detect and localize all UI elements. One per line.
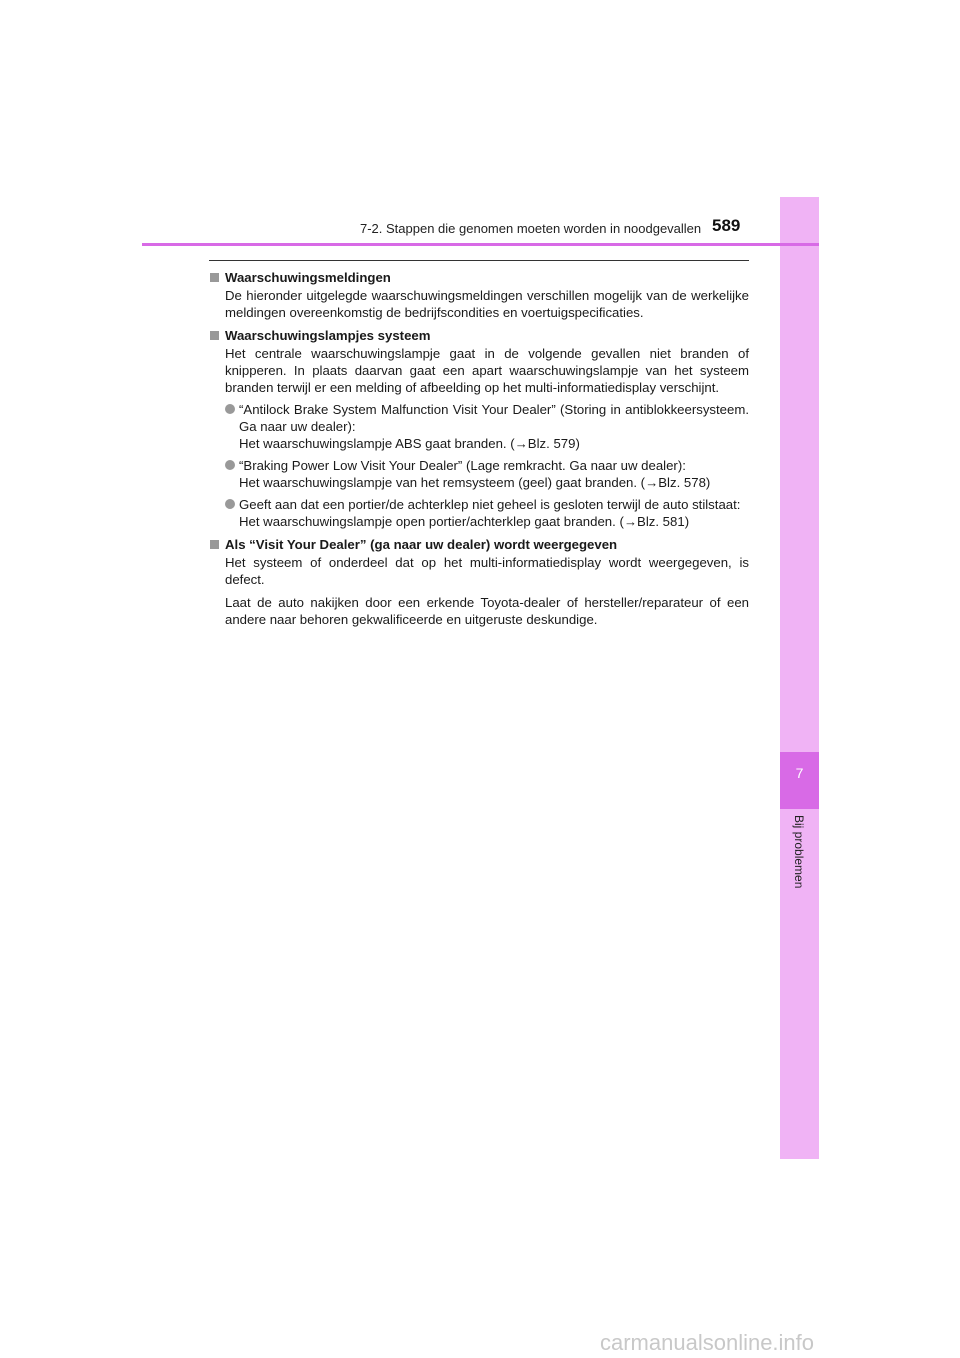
- list-item-brake-message: “Braking Power Low Visit Your Dealer” (Lage remkracht. Ga naar uw dealer):: [239, 458, 686, 473]
- paragraph-visit-dealer-inspect: Laat de auto nakijken door een erkende Toyota-dealer of hersteller/reparateur of een andere naar behoren gekwalificeerde en uitgeruste deskundige.: [225, 595, 749, 627]
- watermark: carmanualsonline.info: [600, 1330, 815, 1355]
- page-content: [209, 266, 749, 628]
- content-divider: [209, 260, 749, 261]
- list-item-door-message: Geeft aan dat een portier/de achterklep niet geheel is gesloten terwijl de auto stilstaat:: [239, 497, 741, 512]
- list-item-abs-message: “Antilock Brake System Malfunction Visit Your Dealer” (Storing in antiblokkeersysteem. Ga naar uw dealer):: [239, 402, 749, 434]
- list-item-door: [209, 496, 749, 530]
- chapter-sidebar: [780, 197, 819, 1159]
- list-item-brake-detail: Het waarschuwingslampje van het remsysteem (geel) gaat branden. (→Blz. 578): [239, 475, 711, 490]
- heading-visit-dealer: Als “Visit Your Dealer” (ga naar uw dealer) wordt weergegeven: [209, 536, 749, 553]
- header-divider: [142, 243, 819, 246]
- list-item-abs-detail: Het waarschuwingslampje ABS gaat branden. (→Blz. 579): [239, 436, 580, 451]
- chapter-number: 7: [795, 765, 804, 781]
- paragraph-warning-messages: De hieronder uitgelegde waarschuwingsmeldingen verschillen mogelijk van de werkelijke meldingen overeenkomstig de bedrijfscondities en voertuigspecificaties.: [225, 288, 749, 320]
- paragraph-system-warning-lights: Het centrale waarschuwingslampje gaat in de volgende gevallen niet branden of knipperen. In plaats daarvan gaat een apart waarschuwingslampje van het systeem branden terwijl er een melding of afbeelding op het multi-informatiedisplay verschijnt.: [225, 346, 749, 395]
- paragraph-visit-dealer-defect: Het systeem of onderdeel dat op het multi-informatiedisplay wordt weergegeven, is defect.: [225, 555, 749, 587]
- chapter-label: Bij problemen: [792, 815, 806, 889]
- list-item-brake: [209, 457, 749, 491]
- list-item-door-detail: Het waarschuwingslampje open portier/achterklep gaat branden. (→Blz. 581): [239, 514, 690, 529]
- page-number: 589: [712, 216, 741, 235]
- section-header: 7-2. Stappen die genomen moeten worden in noodgevallen: [360, 221, 702, 236]
- heading-system-warning-lights: Waarschuwingslampjes systeem: [209, 327, 749, 344]
- heading-warning-messages: Waarschuwingsmeldingen: [209, 269, 749, 286]
- list-item-abs: [209, 401, 749, 452]
